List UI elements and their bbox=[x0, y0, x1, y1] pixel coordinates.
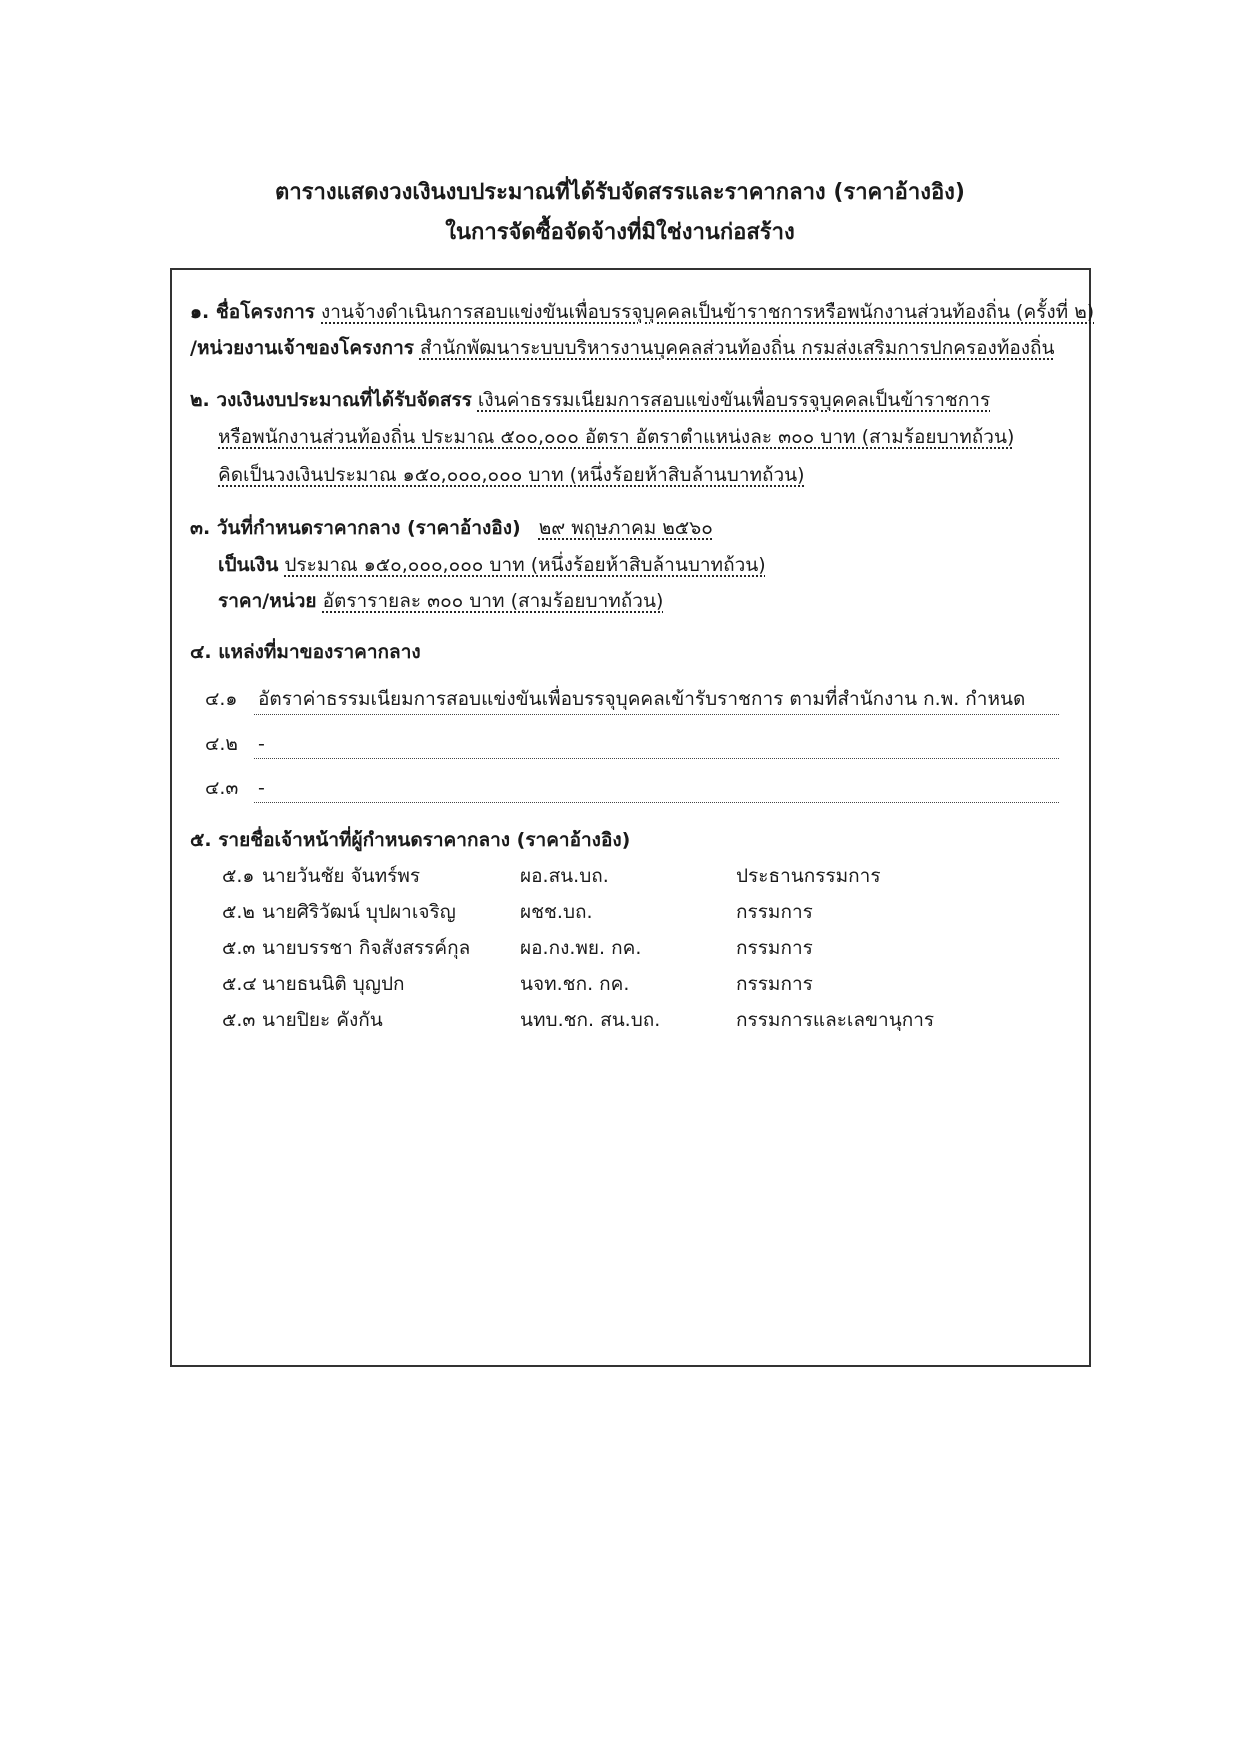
member-name: นายศิริวัฒน์ บุปผาเจริญ bbox=[262, 901, 456, 923]
section4-item-text: - bbox=[258, 777, 265, 799]
document-title-line1: ตารางแสดงวงเงินงบประมาณที่ได้รับจัดสรรและราคากลาง (ราคาอ้างอิง) bbox=[275, 180, 965, 205]
member-position: ผอ.สน.บถ. bbox=[520, 865, 609, 887]
member-name: นายปิยะ คังกัน bbox=[262, 1009, 383, 1031]
dotted-rule bbox=[254, 802, 1059, 803]
section4-item-text: อัตราค่าธรรมเนียมการสอบแข่งขันเพื่อบรรจุบุคคลเข้ารับราชการ ตามที่สำนักงาน ก.พ. กำหนด bbox=[258, 688, 1026, 710]
member-role: ประธานกรรมการ bbox=[736, 865, 881, 887]
member-position: ผอ.กง.พย. กค. bbox=[520, 937, 642, 959]
section3-line2 bbox=[218, 551, 766, 579]
member-num: ๕.๓ bbox=[222, 1009, 256, 1031]
section2-label: ๒. วงเงินงบประมาณที่ได้รับจัดสรร bbox=[190, 389, 472, 411]
section1-line1 bbox=[190, 298, 1094, 326]
section3-amount-value: ประมาณ ๑๕๐,๐๐๐,๐๐๐ บาท (หนึ่งร้อยห้าสิบล้านบาทถ้วน) bbox=[284, 554, 766, 576]
section3-price-label: ราคา/หน่วย bbox=[218, 590, 317, 612]
member-name: นายวันชัย จันทร์พร bbox=[262, 865, 421, 887]
member-position: ผชช.บถ. bbox=[520, 901, 593, 923]
section3-label: ๓. วันที่กำหนดราคากลาง (ราคาอ้างอิง) bbox=[190, 517, 521, 539]
section1-line2 bbox=[190, 334, 1055, 362]
document-title-line2: ในการจัดซื้อจัดจ้างที่มิใช่งานก่อสร้าง bbox=[445, 220, 795, 245]
member-num: ๕.๔ bbox=[222, 973, 257, 995]
member-name: นายบรรชา กิจสังสรรค์กุล bbox=[262, 937, 471, 959]
member-num: ๕.๑ bbox=[222, 865, 255, 887]
section3-price-value: อัตรารายละ ๓๐๐ บาท (สามร้อยบาทถ้วน) bbox=[322, 590, 664, 612]
section4-label: ๔. แหล่งที่มาของราคากลาง bbox=[190, 641, 421, 663]
member-position: นทบ.ชก. สน.บถ. bbox=[520, 1009, 661, 1031]
section4-item-num: ๔.๑ bbox=[205, 688, 238, 710]
dotted-rule bbox=[254, 758, 1059, 759]
member-role: กรรมการและเลขานุการ bbox=[736, 1009, 935, 1031]
section1-unit-value: สำนักพัฒนาระบบบริหารงานบุคคลส่วนท้องถิ่น กรมส่งเสริมการปกครองท้องถิ่น bbox=[419, 337, 1055, 359]
member-role: กรรมการ bbox=[736, 937, 813, 959]
member-role: กรรมการ bbox=[736, 973, 813, 995]
section1-label: ๑. ชื่อโครงการ bbox=[190, 301, 315, 323]
member-name: นายธนนิติ บุญปก bbox=[262, 973, 405, 995]
member-num: ๕.๒ bbox=[222, 901, 255, 923]
section5-label: ๕. รายชื่อเจ้าหน้าที่ผู้กำหนดราคากลาง (ราคาอ้างอิง) bbox=[190, 829, 631, 851]
section4-item-num: ๔.๒ bbox=[205, 733, 238, 755]
section3-line1 bbox=[190, 514, 713, 542]
section4-item-text: - bbox=[258, 733, 265, 755]
section3-line3 bbox=[218, 587, 663, 615]
section3-amount-label: เป็นเงิน bbox=[218, 554, 279, 576]
section2-text3: คิดเป็นวงเงินประมาณ ๑๕๐,๐๐๐,๐๐๐ บาท (หนึ่งร้อยห้าสิบล้านบาทถ้วน) bbox=[218, 464, 805, 486]
section3-date: ๒๙ พฤษภาคม ๒๕๖๐ bbox=[538, 517, 713, 539]
member-role: กรรมการ bbox=[736, 901, 813, 923]
section2-text2: หรือพนักงานส่วนท้องถิ่น ประมาณ ๕๐๐,๐๐๐ อัตรา อัตราตำแหน่งละ ๓๐๐ บาท (สามร้อยบาทถ้วน) bbox=[218, 426, 1015, 448]
section2-text1: เงินค่าธรรมเนียมการสอบแข่งขันเพื่อบรรจุบุคคลเป็นข้าราชการ bbox=[477, 389, 991, 411]
dotted-rule bbox=[254, 714, 1059, 715]
member-position: นจท.ชก. กค. bbox=[520, 973, 630, 995]
member-num: ๕.๓ bbox=[222, 937, 256, 959]
section4-item-num: ๔.๓ bbox=[205, 777, 239, 799]
section2-line1 bbox=[190, 386, 990, 414]
section1-project-name: งานจ้างดำเนินการสอบแข่งขันเพื่อบรรจุบุคคลเป็นข้าราชการหรือพนักงานส่วนท้องถิ่น (ครั้งที่ ๒) bbox=[321, 301, 1095, 323]
section1-unit-label: /หน่วยงานเจ้าของโครงการ bbox=[190, 337, 414, 359]
